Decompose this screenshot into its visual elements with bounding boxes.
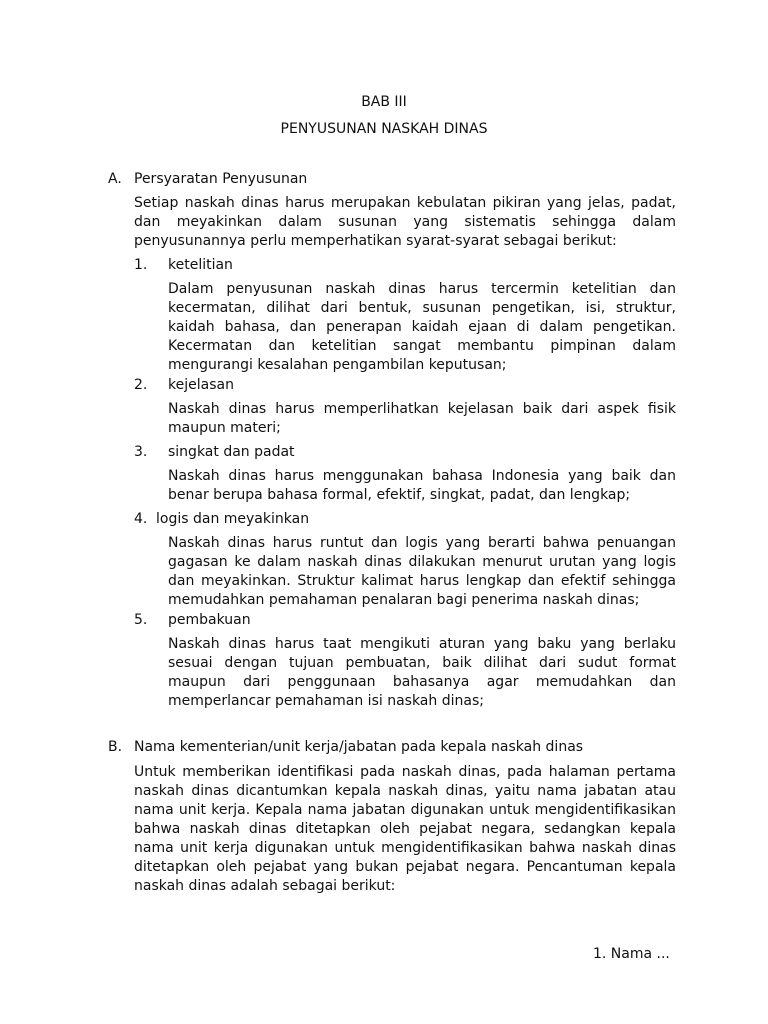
item-2-number: 2.	[134, 377, 148, 393]
chapter-title: PENYUSUNAN NASKAH DINAS	[280, 121, 488, 137]
item-2-body: Naskah dinas harus memperlihatkan kejelasan baik dari aspek fisik maupun materi;	[168, 401, 676, 436]
item-2-label: kejelasan	[168, 377, 234, 393]
section-a-marker: A.	[108, 171, 122, 187]
item-3-label: singkat dan padat	[168, 444, 295, 460]
section-b-heading: Nama kementerian/unit kerja/jabatan pada kepala naskah dinas	[134, 739, 584, 755]
item-1-body: Dalam penyusunan naskah dinas harus tercermin ketelitian dan kecermatan, dilihat dari bentuk, susunan pengetikan, isi, struktur, kaidah bahasa, dan penerapan kaidah ejaan di dalam pengetikan. Kecermatan dan ketelitian sangat membantu pimpinan dalam mengurangi kesalahan pengambilan keputusan;	[168, 281, 676, 373]
item-3-body: Naskah dinas harus menggunakan bahasa Indonesia yang baik dan benar berupa bahasa formal, efektif, singkat, padat, dan lengkap;	[168, 468, 676, 503]
item-1-number: 1.	[134, 257, 148, 273]
item-1-label: ketelitian	[168, 257, 233, 273]
section-b-body: Untuk memberikan identifikasi pada naskah dinas, pada halaman pertama naskah dinas dicantumkan kepala naskah dinas, yaitu nama jabatan atau nama unit kerja. Kepala nama jabatan digunakan untuk mengidentifikasikan bahwa naskah dinas ditetapkan oleh pejabat negara, sedangkan kepala nama unit kerja digunakan untuk mengidentifikasikan bahwa naskah dinas ditetapkan oleh pejabat yang bukan pejabat negara. Pencantuman kepala naskah dinas adalah sebagai berikut:	[134, 764, 676, 894]
item-5-label: pembakuan	[168, 612, 251, 628]
item-5-number: 5.	[134, 612, 148, 628]
section-b-marker: B.	[108, 739, 123, 755]
section-a-intro: Setiap naskah dinas harus merupakan kebulatan pikiran yang jelas, padat, dan meyakinkan dalam susunan yang sistematis sehingga dalam penyusunannya perlu memperhatikan syarat-syarat sebagai berikut:	[134, 195, 676, 249]
item-3-number: 3.	[134, 444, 148, 460]
page-continuation: 1. Nama ...	[593, 946, 670, 962]
chapter-label: BAB III	[361, 94, 407, 110]
item-5-body: Naskah dinas harus taat mengikuti aturan yang baku yang berlaku sesuai dengan tujuan pembuatan, baik dilihat dari sudut format maupun dari penggunaan bahasanya agar memudahkan dan memperlancar pemahaman isi naskah dinas;	[168, 636, 676, 709]
item-4-label: logis dan meyakinkan	[156, 511, 310, 527]
section-a-heading: Persyaratan Penyusunan	[134, 171, 308, 187]
item-4-number: 4.	[134, 511, 148, 527]
item-4-body: Naskah dinas harus runtut dan logis yang berarti bahwa penuangan gagasan ke dalam naskah dinas dilakukan menurut urutan yang logis dan meyakinkan. Struktur kalimat harus lengkap dan efektif sehingga memudahkan pemahaman penalaran bagi penerima naskah dinas;	[168, 535, 676, 608]
